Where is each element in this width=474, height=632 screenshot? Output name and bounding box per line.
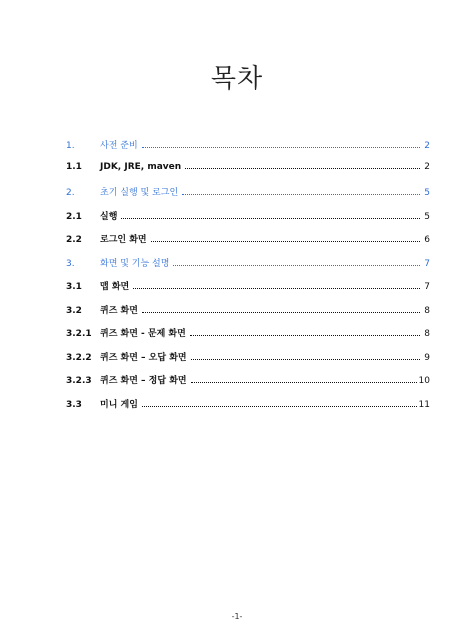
toc-page-number: 7 xyxy=(424,282,430,292)
toc-leader xyxy=(182,193,420,195)
toc-label: 미니 게임 xyxy=(100,399,138,410)
toc-leader xyxy=(133,287,420,289)
toc-leader xyxy=(185,167,420,169)
toc-page-number: 11 xyxy=(418,399,430,410)
toc-entry-3-2[interactable] xyxy=(66,303,430,327)
table-of-contents xyxy=(66,138,430,420)
toc-leader xyxy=(142,405,417,407)
page-title: 목차 xyxy=(210,64,264,94)
toc-number: 3.2.2 xyxy=(66,352,92,363)
toc-page-number: 9 xyxy=(424,352,430,363)
toc-entry-3-2-2[interactable] xyxy=(66,350,430,374)
toc-number: 3.2 xyxy=(66,305,82,316)
toc-number: 3. xyxy=(66,258,75,269)
toc-entry-3-2-1[interactable] xyxy=(66,326,430,350)
toc-entry-3-3[interactable] xyxy=(66,397,430,421)
toc-entry-3[interactable] xyxy=(66,256,430,280)
toc-label: 맵 화면 xyxy=(100,282,130,292)
toc-page-number: 7 xyxy=(424,258,430,269)
toc-number: 3.1 xyxy=(66,282,82,292)
toc-page-number: 10 xyxy=(418,376,430,386)
toc-leader xyxy=(173,264,420,266)
toc-number: 2.1 xyxy=(66,211,82,222)
toc-label: 퀴즈 화면 – 오답 화면 xyxy=(100,352,187,363)
toc-label: 로그인 화면 xyxy=(100,235,147,245)
toc-leader xyxy=(151,240,420,242)
toc-number: 3.3 xyxy=(66,399,82,410)
toc-page-number: 6 xyxy=(424,235,430,245)
toc-entry-1-1[interactable] xyxy=(66,162,430,186)
toc-number: 2.2 xyxy=(66,235,82,245)
toc-label: 초기 실행 및 로그인 xyxy=(100,188,179,198)
toc-number: 2. xyxy=(66,188,75,198)
toc-page-number: 2 xyxy=(424,161,430,172)
toc-entry-3-1[interactable] xyxy=(66,279,430,303)
toc-page-number: 5 xyxy=(424,211,430,222)
toc-page-number: 8 xyxy=(424,305,430,316)
toc-label: 퀴즈 화면 – 정답 화면 xyxy=(100,376,187,386)
toc-leader xyxy=(121,217,420,219)
toc-label: 실행 xyxy=(100,211,118,222)
toc-entry-2[interactable] xyxy=(66,185,430,209)
toc-label: 퀴즈 화면 xyxy=(100,305,138,316)
toc-leader xyxy=(142,311,420,313)
toc-leader xyxy=(190,334,420,336)
page-footer-number: -1- xyxy=(231,612,243,621)
toc-entry-2-1[interactable] xyxy=(66,209,430,233)
toc-entry-1[interactable] xyxy=(66,138,430,162)
toc-entry-3-2-3[interactable] xyxy=(66,373,430,397)
toc-label: 퀴즈 화면 - 문제 화면 xyxy=(100,329,186,339)
toc-number: 3.2.3 xyxy=(66,376,92,386)
toc-number: 3.2.1 xyxy=(66,329,92,339)
toc-leader xyxy=(191,358,420,360)
toc-label: 사전 준비 xyxy=(100,141,138,151)
toc-number: 1. xyxy=(66,141,75,151)
toc-leader xyxy=(191,381,417,383)
toc-page-number: 8 xyxy=(424,329,430,339)
toc-label: JDK, JRE, maven xyxy=(100,161,182,172)
toc-leader xyxy=(142,146,420,148)
toc-entry-2-2[interactable] xyxy=(66,232,430,256)
toc-page-number: 2 xyxy=(424,141,430,151)
toc-number: 1.1 xyxy=(66,161,82,172)
toc-label: 화면 및 기능 설명 xyxy=(100,258,170,269)
toc-page-number: 5 xyxy=(424,188,430,198)
